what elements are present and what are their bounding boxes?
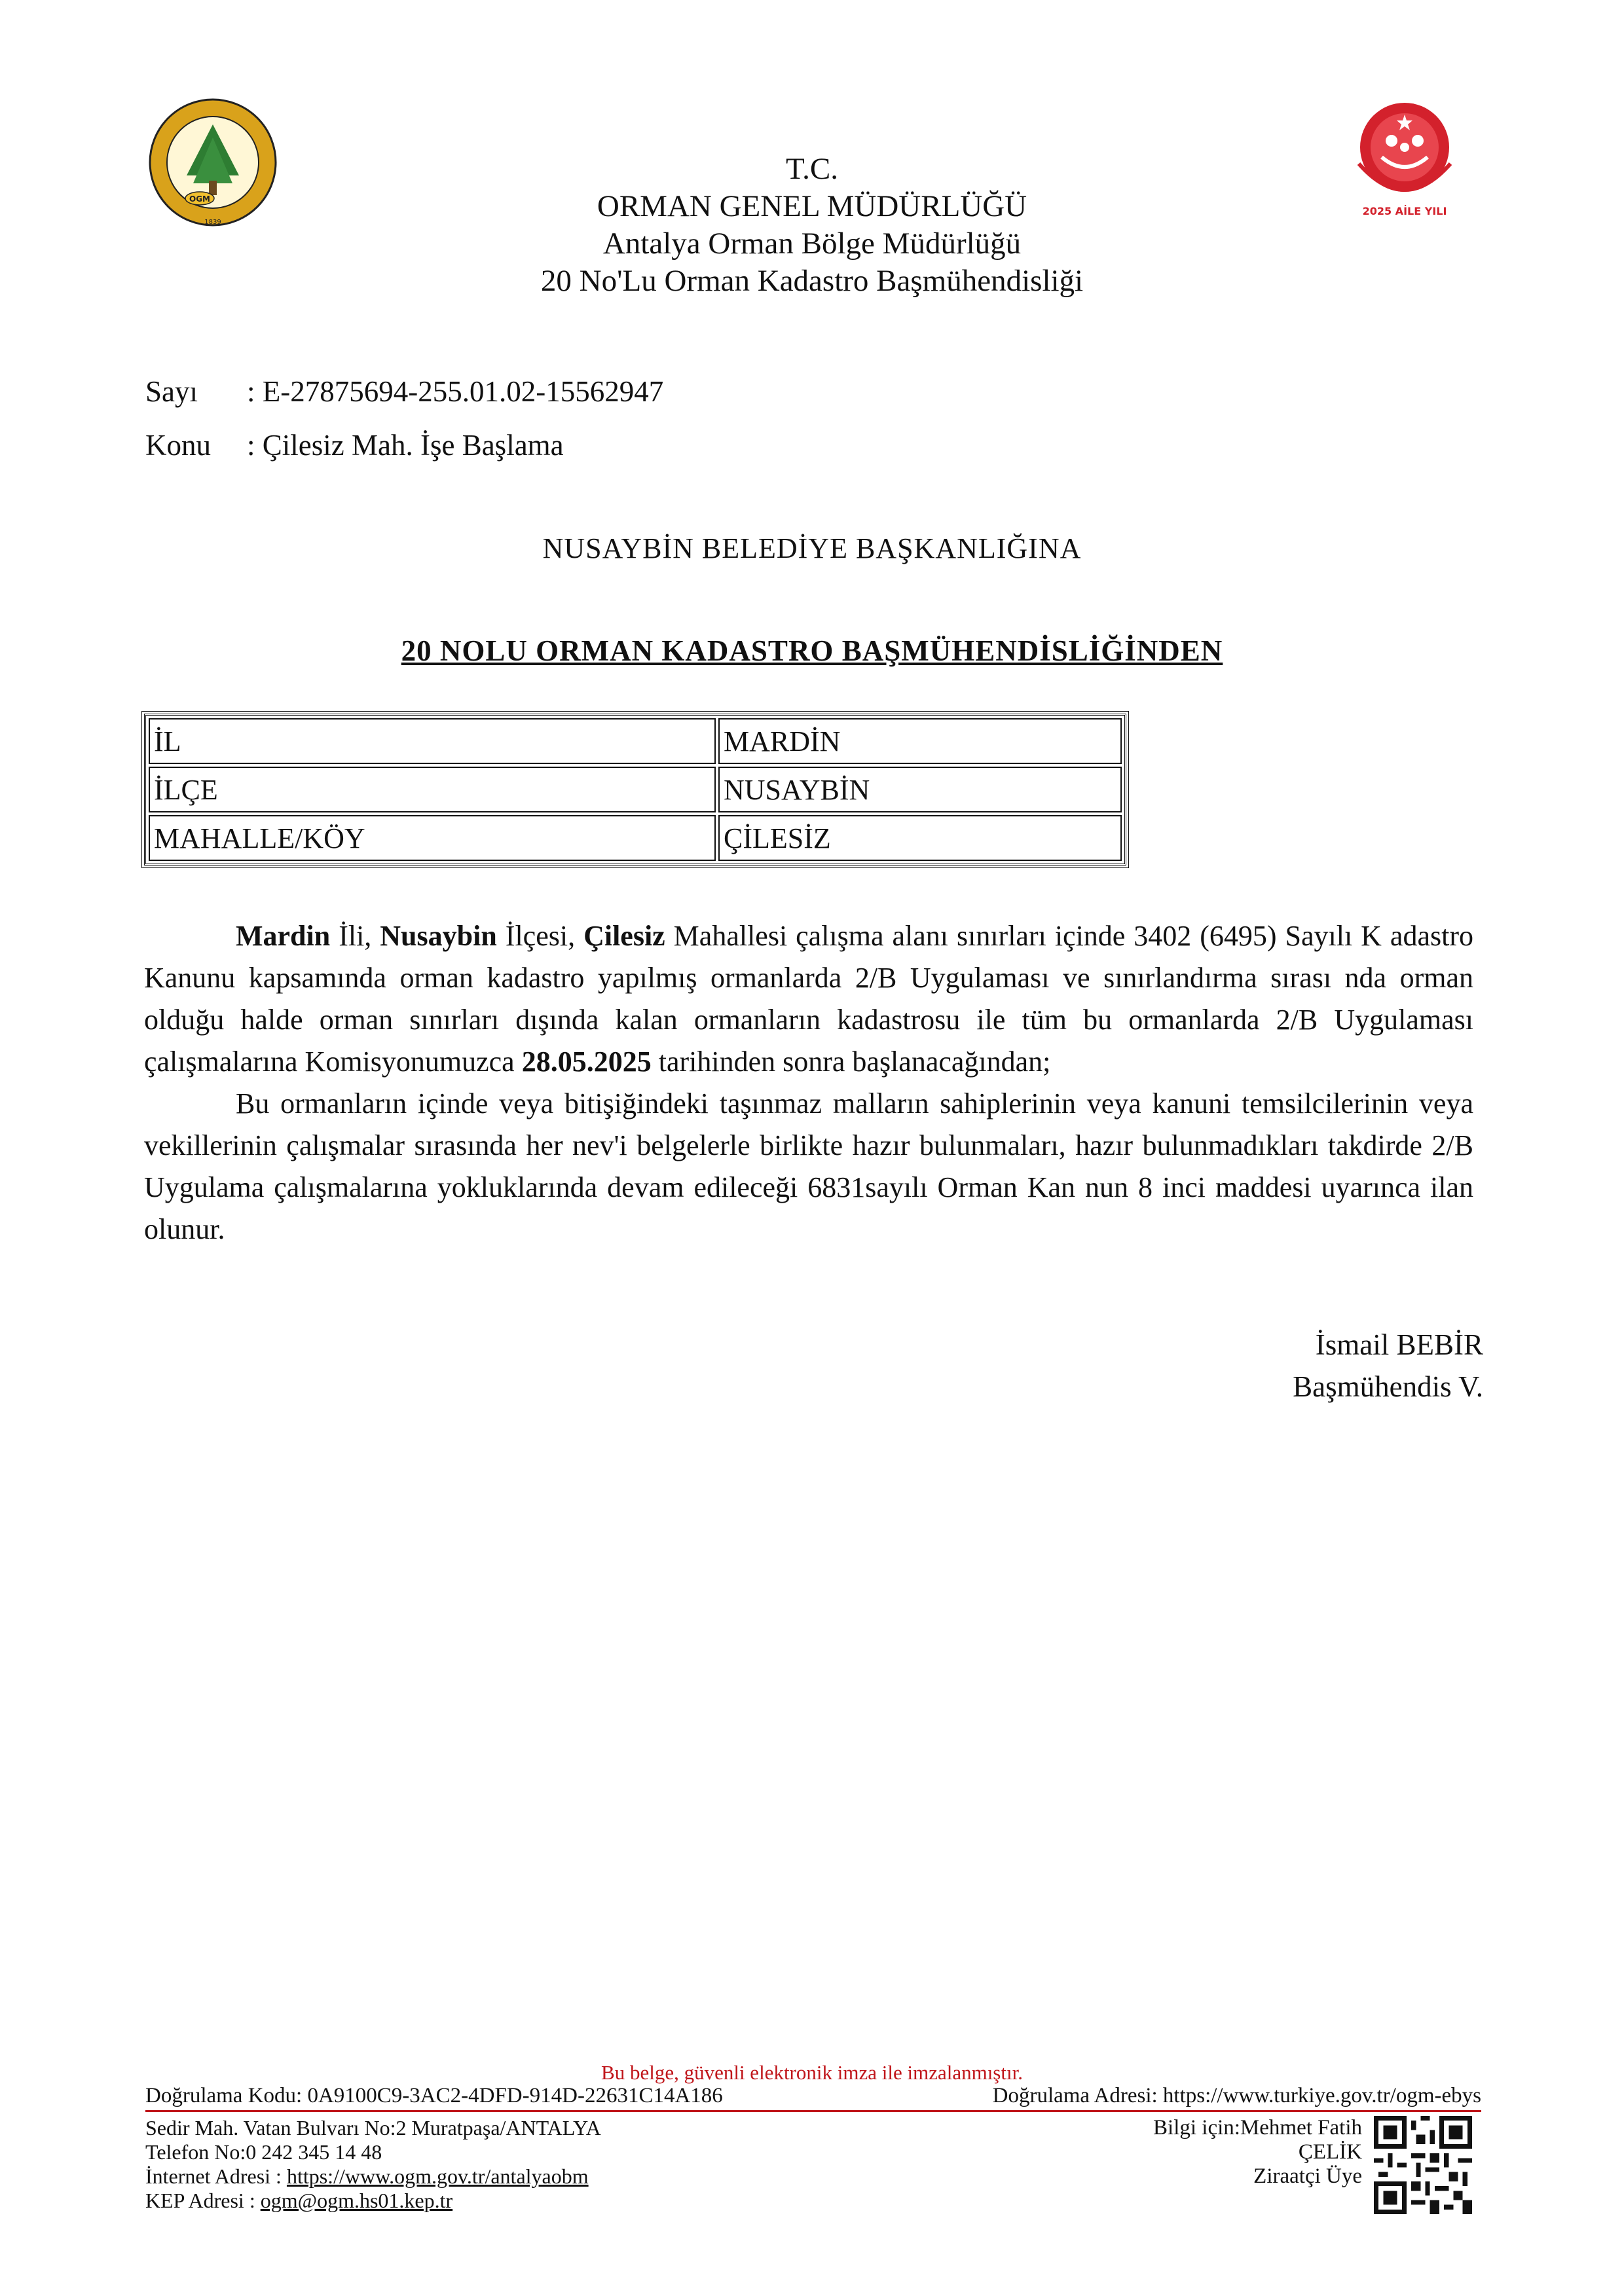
body-text: Mahallesi çalışma alanı sınırları içinde 3402 (6495) Sayılı K adastro Kanunu kapsamında orman kadastro yapılmış ormanlarda 2/B Uygulaması ve sınırlandırma sırası nda orman olduğu halde orman sınırları dışında kalan ormanların kadastrosu ile tüm bu ormanlarda 2/B Uygulaması çalışmalarına Komisyonumuzca — [144, 920, 1473, 1078]
table-cell-label: İLÇE — [149, 767, 716, 812]
verification-code: Doğrulama Kodu: 0A9100C9-3AC2-4DFD-914D-22631C14A186 — [145, 2084, 723, 2107]
address: Sedir Mah. Vatan Bulvarı No:2 Muratpaşa/ANTALYA — [145, 2116, 601, 2140]
body-bold-ilce: Nusaybin — [380, 920, 497, 952]
info-line: Ziraatçi Üye — [1253, 2164, 1362, 2188]
table-cell-label: MAHALLE/KÖY — [149, 815, 716, 861]
internet-label: İnternet Adresi : — [145, 2164, 287, 2188]
letterhead-org: ORMAN GENEL MÜDÜRLÜĞÜ — [597, 189, 1027, 223]
qr-code-icon — [1374, 2116, 1472, 2214]
sayi-row — [145, 374, 663, 409]
body-bold-mahalle: Çilesiz — [583, 920, 665, 952]
sayi-label: Sayı — [145, 375, 198, 408]
signer-name: İsmail BEBİR — [1315, 1328, 1483, 1361]
body-paragraph-2: Bu ormanların içinde veya bitişiğindeki taşınmaz malların sahiplerinin veya kanuni temsilcilerinin veya vekillerinin çalışmalar sırasında her nev'i belgelerle birlikte hazır bulunmaları, hazır bulunmadıkları takdirde 2/B Uygulama çalışmalarına yokluklarında devam edileceği 6831sayılı Orman Kan nun 8 inci maddesi uyarınca ilan olunur. — [144, 1087, 1473, 1245]
internet-link[interactable]: https://www.ogm.gov.tr/antalyaobm — [286, 2164, 589, 2188]
sender-heading: 20 NOLU ORMAN KADASTRO BAŞMÜHENDİSLİĞİNDEN — [401, 634, 1223, 667]
kep-address[interactable]: ogm@ogm.hs01.kep.tr — [260, 2189, 453, 2212]
table-cell-value: MARDİN — [718, 718, 1122, 764]
info-line: Bilgi için:Mehmet Fatih — [1153, 2116, 1362, 2140]
ogm-logo-year: 1839 — [204, 219, 221, 226]
kep-label: KEP Adresi : — [145, 2189, 261, 2212]
location-table — [144, 714, 1126, 866]
table-row — [149, 815, 1122, 861]
body-text: İli, — [330, 920, 380, 952]
table-cell-label: İL — [149, 718, 716, 764]
info-line: ÇELİK — [1298, 2140, 1362, 2164]
body-text: tarihinden sonra başlanacağından; — [651, 1046, 1051, 1078]
body-bold-date: 28.05.2025 — [521, 1046, 652, 1078]
letterhead-tc: T.C. — [785, 152, 839, 186]
konu-row — [145, 428, 564, 462]
phone: Telefon No:0 242 345 14 48 — [145, 2140, 382, 2164]
body-paragraph-1 — [144, 915, 1473, 1083]
addressee: NUSAYBİN BELEDİYE BAŞKANLIĞINA — [542, 532, 1082, 564]
sayi-value: : E-27875694-255.01.02-15562947 — [247, 375, 664, 408]
letterhead-unit: 20 No'Lu Orman Kadastro Başmühendisliği — [540, 264, 1084, 298]
konu-value: : Çilesiz Mah. İşe Başlama — [247, 429, 564, 462]
konu-label: Konu — [145, 429, 211, 462]
aile-yili-text: 2025 AİLE YILI — [1362, 205, 1447, 217]
verification-address: Doğrulama Adresi: https://www.turkiye.gov.tr/ogm-ebys — [992, 2084, 1481, 2107]
signature-block — [1293, 1324, 1483, 1408]
esign-note: Bu belge, güvenli elektronik imza ile imzalanmıştır. — [601, 2061, 1023, 2084]
ogm-logo-text: OGM — [189, 194, 210, 204]
letterhead — [0, 151, 1624, 300]
table-cell-value: NUSAYBİN — [718, 767, 1122, 812]
info-block — [1153, 2116, 1362, 2189]
body-bold-il: Mardin — [236, 920, 331, 952]
letterhead-region: Antalya Orman Bölge Müdürlüğü — [602, 227, 1022, 261]
table-row — [149, 718, 1122, 764]
body-text: İlçesi, — [496, 920, 584, 952]
table-cell-value: ÇİLESİZ — [718, 815, 1122, 861]
table-row — [149, 767, 1122, 812]
letter-body — [144, 915, 1473, 1250]
verification-row — [145, 2084, 1481, 2112]
signer-title: Başmühendis V. — [1293, 1370, 1483, 1403]
contact-block — [145, 2116, 601, 2213]
